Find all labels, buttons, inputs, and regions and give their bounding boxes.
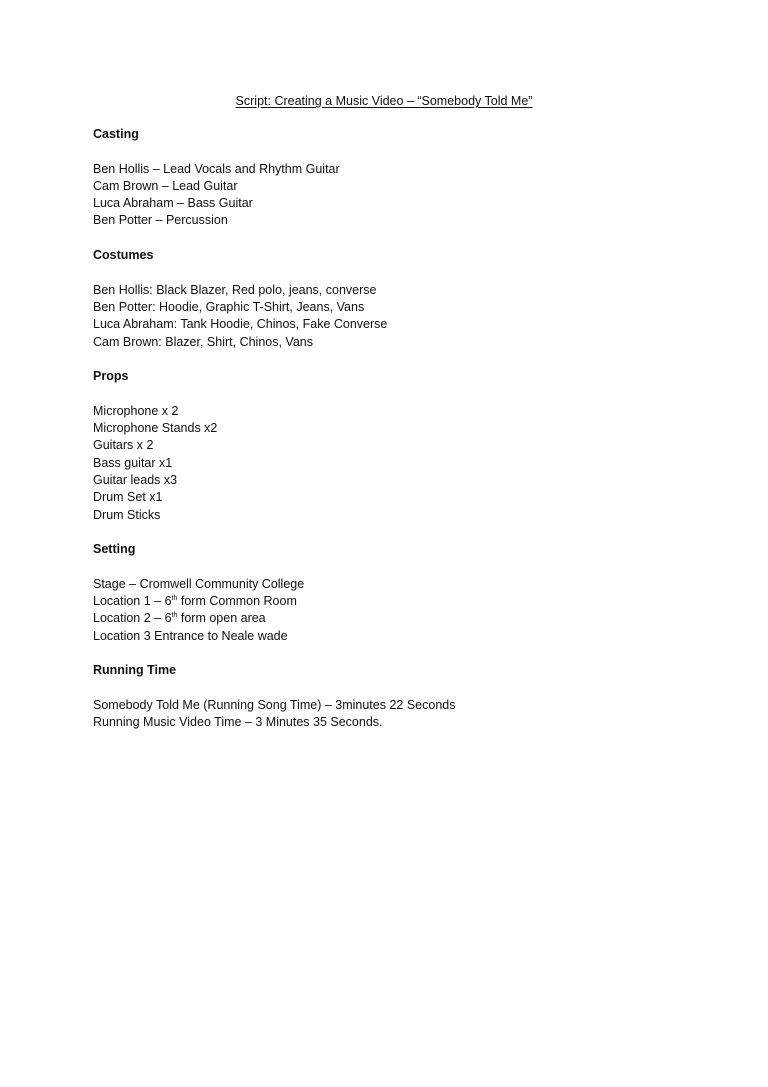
casting-heading: Casting	[93, 127, 139, 141]
setting-location-3-line: Location 3 Entrance to Neale wade	[93, 628, 288, 643]
prop-line: Microphone Stands x2	[93, 421, 218, 436]
document-body	[93, 126, 713, 731]
costume-line: Cam Brown: Blazer, Shirt, Chinos, Vans	[93, 334, 313, 349]
setting-stage-line: Stage – Cromwell Community College	[93, 576, 305, 591]
prop-line: Drum Sticks	[93, 507, 161, 522]
location-2-superscript: th	[171, 612, 178, 620]
casting-line: Ben Hollis – Lead Vocals and Rhythm Guitar	[93, 161, 340, 176]
running-time-heading: Running Time	[93, 663, 177, 678]
location-1-prefix: Location 1 – 6	[93, 594, 172, 609]
document-title: Script: Creating a Music Video – “Somebody Told Me”	[235, 94, 533, 108]
running-time-line: Somebody Told Me (Running Song Time) – 3minutes 22 Seconds	[93, 697, 456, 712]
running-time-line: Running Music Video Time – 3 Minutes 35 Seconds.	[93, 715, 383, 730]
costume-line: Ben Hollis: Black Blazer, Red polo, jeans, converse	[93, 282, 377, 297]
prop-line: Microphone x 2	[93, 403, 179, 418]
props-heading: Props	[93, 369, 129, 384]
prop-line: Bass guitar x1	[93, 455, 173, 470]
casting-line: Ben Potter – Percussion	[93, 213, 228, 228]
location-2-suffix: form open area	[177, 611, 266, 626]
setting-heading: Setting	[93, 542, 136, 557]
setting-location-1-line	[93, 593, 713, 610]
casting-line: Cam Brown – Lead Guitar	[93, 178, 238, 193]
location-1-suffix: form Common Room	[177, 594, 297, 609]
prop-line: Drum Set x1	[93, 490, 163, 505]
prop-line: Guitar leads x3	[93, 472, 178, 487]
location-1-superscript: th	[171, 595, 178, 603]
casting-line: Luca Abraham – Bass Guitar	[93, 196, 253, 211]
costume-line: Luca Abraham: Tank Hoodie, Chinos, Fake Converse	[93, 317, 388, 332]
costumes-heading: Costumes	[93, 248, 154, 263]
location-2-prefix: Location 2 – 6	[93, 611, 172, 626]
prop-line: Guitars x 2	[93, 438, 154, 453]
costume-line: Ben Potter: Hoodie, Graphic T-Shirt, Jeans, Vans	[93, 299, 365, 314]
setting-location-2-line	[93, 610, 713, 627]
